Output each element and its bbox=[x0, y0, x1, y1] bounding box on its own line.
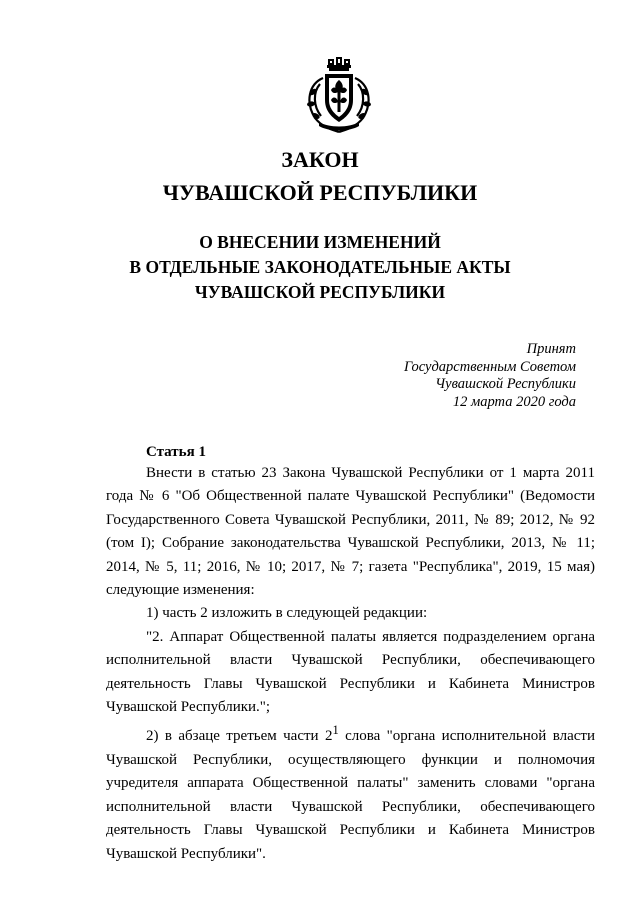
adoption-line-2: Государственным Советом bbox=[403, 358, 576, 375]
article-body bbox=[106, 462, 595, 866]
adoption-line-3: Чувашской Республики bbox=[435, 376, 576, 392]
adoption-line-1: Принят bbox=[526, 341, 576, 357]
chuvash-republic-coat-of-arms-icon bbox=[301, 56, 377, 134]
paragraph-4-text-end: слова "органа исполнительной власти Чувашской Республики, осуществляющего функции и полномочия учредителя аппарата Общественной палаты" заменить словами "органа исполнительной власти Чувашской Республики, обеспечивающего деятельность Главы Чувашской Республики и Кабинета Министров Чувашской Республики". bbox=[106, 728, 595, 862]
paragraph-4-text-start: 2) в абзаце третьем части 2 bbox=[146, 728, 333, 745]
paragraph-4-superscript: 1 bbox=[332, 723, 339, 738]
article-paragraph-3: "2. Аппарат Общественной палаты является подразделением органа исполнительной власти Чувашской Республики, обеспечивающего деятельность Главы Чувашской Республики и Кабинета Министров Чувашской Республики."; bbox=[106, 628, 595, 716]
law-subject-line-1: О ВНЕСЕНИИ ИЗМЕНЕНИЙ bbox=[199, 232, 441, 252]
article-paragraph-1: Внести в статью 23 Закона Чувашской Республики от 1 марта 2011 года № 6 "Об Общественной палате Чувашской Республики" (Ведомости Государственного Совета Чувашской Республики, 2011, № 89; 2012, № 92 (том I); Собрание законодательства Чувашской Республики, 2013, № 11; 2014, № 5, 11; 2016, № 10; 2017, № 7; газета "Республика", 2019, 15 мая) следующие изменения: bbox=[106, 465, 595, 599]
article-paragraph-2: 1) часть 2 изложить в следующей редакции: bbox=[146, 605, 428, 622]
adoption-date: 12 марта 2020 года bbox=[452, 393, 576, 410]
law-subject-line-3: ЧУВАШСКОЙ РЕСПУБЛИКИ bbox=[194, 282, 446, 302]
law-subject-line-2: В ОТДЕЛЬНЫЕ ЗАКОНОДАТЕЛЬНЫЕ АКТЫ bbox=[129, 257, 511, 277]
adoption-block bbox=[316, 341, 576, 411]
document-type-title: ЗАКОН bbox=[281, 147, 359, 172]
article-heading: Статья 1 bbox=[146, 444, 206, 460]
republic-title: ЧУВАШСКОЙ РЕСПУБЛИКИ bbox=[162, 180, 478, 205]
article-paragraph-4 bbox=[106, 719, 595, 865]
